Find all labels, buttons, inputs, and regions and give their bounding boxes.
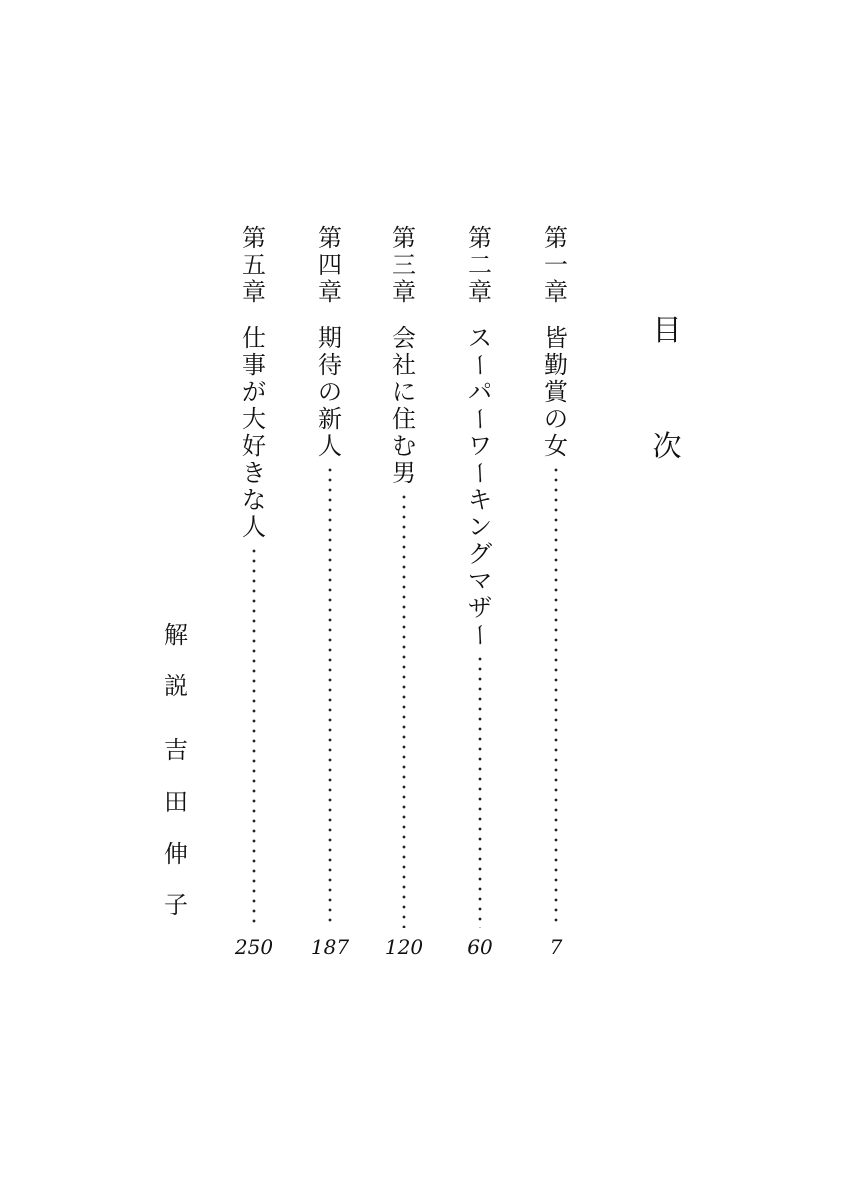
chapter-entry-5[interactable]: 第 五 章 仕 事 が 大 好 き な 人 (240, 226, 268, 906)
commentary-author-char-4: 子 (164, 891, 188, 919)
dot-leader (478, 654, 482, 928)
dot-leader (402, 492, 406, 928)
commentary-author-char-2: 田 (164, 788, 188, 816)
page-number: 120 (384, 935, 424, 959)
dot-leader (554, 465, 558, 928)
chapter-entry-2[interactable]: 第 二 章 ス ー パ ー ワ ー キ ン グ マ ザ ー (466, 226, 494, 906)
chapter-entry-1[interactable]: 第 一 章 皆 勤 賞 の 女 (542, 226, 570, 906)
page-number: 7 (549, 935, 563, 959)
chapter-entry-3[interactable]: 第 三 章 会 社 に 住 む 男 (390, 226, 418, 906)
page-number: 187 (310, 935, 350, 959)
chapter-entry-4[interactable]: 第 四 章 期 待 の 新 人 (316, 226, 344, 906)
dot-leader (252, 546, 256, 928)
commentary-label-char-2: 説 (164, 672, 188, 700)
commentary-label-char-1: 解 (164, 621, 188, 649)
page-number: 250 (234, 935, 274, 959)
page-number: 60 (467, 935, 493, 959)
dot-leader (328, 465, 332, 928)
toc-title-char-1: 目 (652, 313, 682, 347)
toc-title-char-2: 次 (652, 429, 682, 463)
commentary-author-char-3: 伸 (164, 840, 188, 868)
commentary-author-char-1: 吉 (164, 736, 188, 764)
